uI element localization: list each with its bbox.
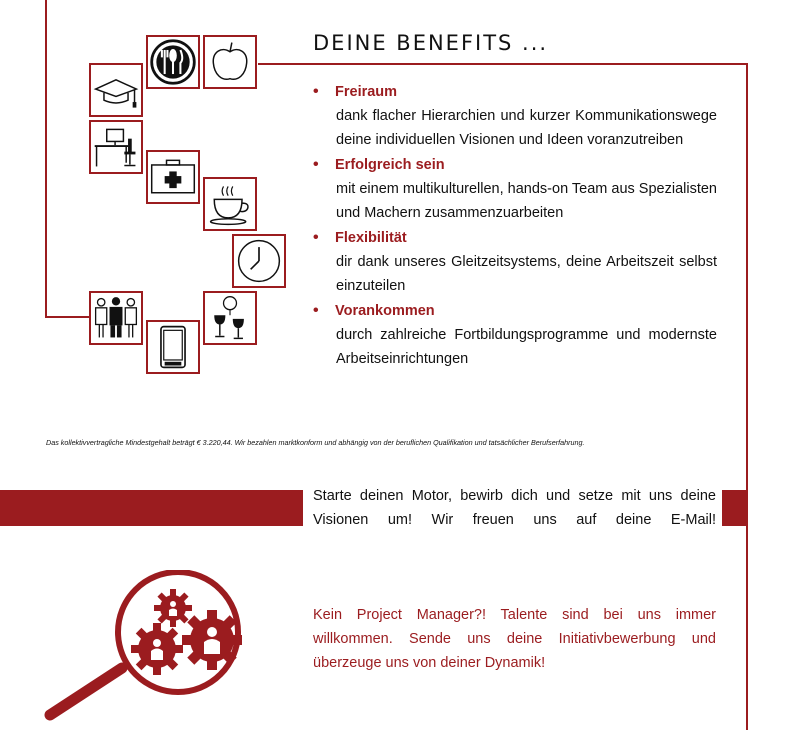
cta-text: Starte deinen Motor, bewirb dich und setze mit uns deine Visionen um! Wir freuen uns auf deine E-Mail! — [313, 488, 716, 528]
bullet: • — [313, 229, 319, 246]
list-item — [313, 153, 717, 225]
benefit-heading: Vorankommen — [335, 303, 435, 319]
frame-left-vertical — [45, 0, 47, 318]
team-icon — [89, 291, 143, 345]
clock-icon — [232, 234, 286, 288]
benefit-text: mit einem multikulturellen, hands-on Team aus Spezialisten und Machern zusammenzuarbeiten — [336, 181, 717, 221]
wine-glasses-icon — [203, 291, 257, 345]
benefit-text: dank flacher Hierarchien und kurzer Kommunikationswege deine individuellen Visionen und Ideen voranzutreiben — [336, 108, 717, 148]
initiative-text: Kein Project Manager?! Talente sind bei uns immer willkommen. Sende uns deine Initiativbewerbung und überzeuge uns von deiner Dynamik! — [313, 607, 716, 671]
cta-accent-bar-left — [0, 490, 303, 526]
benefit-heading: Flexibilität — [335, 230, 407, 246]
benefit-heading: Freiraum — [335, 84, 398, 100]
desk-icon — [89, 120, 143, 174]
benefits-list — [313, 80, 717, 372]
smartphone-icon — [146, 320, 200, 374]
page-title: DEINE BENEFITS ... — [313, 31, 549, 55]
bullet: • — [313, 302, 319, 319]
bullet: • — [313, 156, 319, 173]
graduation-cap-icon — [89, 63, 143, 117]
benefit-heading: Erfolgreich sein — [335, 157, 445, 173]
salary-disclaimer: Das kollektivvertragliche Mindestgehalt beträgt € 3.220,44. Wir bezahlen marktkonform und abhängig von der beruflichen Qualifikation und tatsächlicher Berufserfahrung. — [46, 438, 585, 447]
frame-right-vertical — [746, 63, 748, 730]
list-item — [313, 80, 717, 152]
apple-icon — [203, 35, 257, 89]
frame-bottom-horizontal — [45, 316, 90, 318]
frame-top-horizontal — [258, 63, 748, 65]
benefit-text: dir dank unseres Gleitzeitsystems, deine Arbeitszeit selbst einzuteilen — [336, 254, 717, 294]
magnifier-gears-icon — [40, 570, 250, 730]
cta-accent-bar-right — [722, 490, 748, 526]
bullet: • — [313, 83, 319, 100]
benefit-text: durch zahlreiche Fortbildungsprogramme und modernste Arbeitseinrichtungen — [336, 327, 717, 367]
first-aid-kit-icon — [146, 150, 200, 204]
list-item — [313, 299, 717, 371]
list-item — [313, 226, 717, 298]
cutlery-icon — [146, 35, 200, 89]
coffee-cup-icon — [203, 177, 257, 231]
